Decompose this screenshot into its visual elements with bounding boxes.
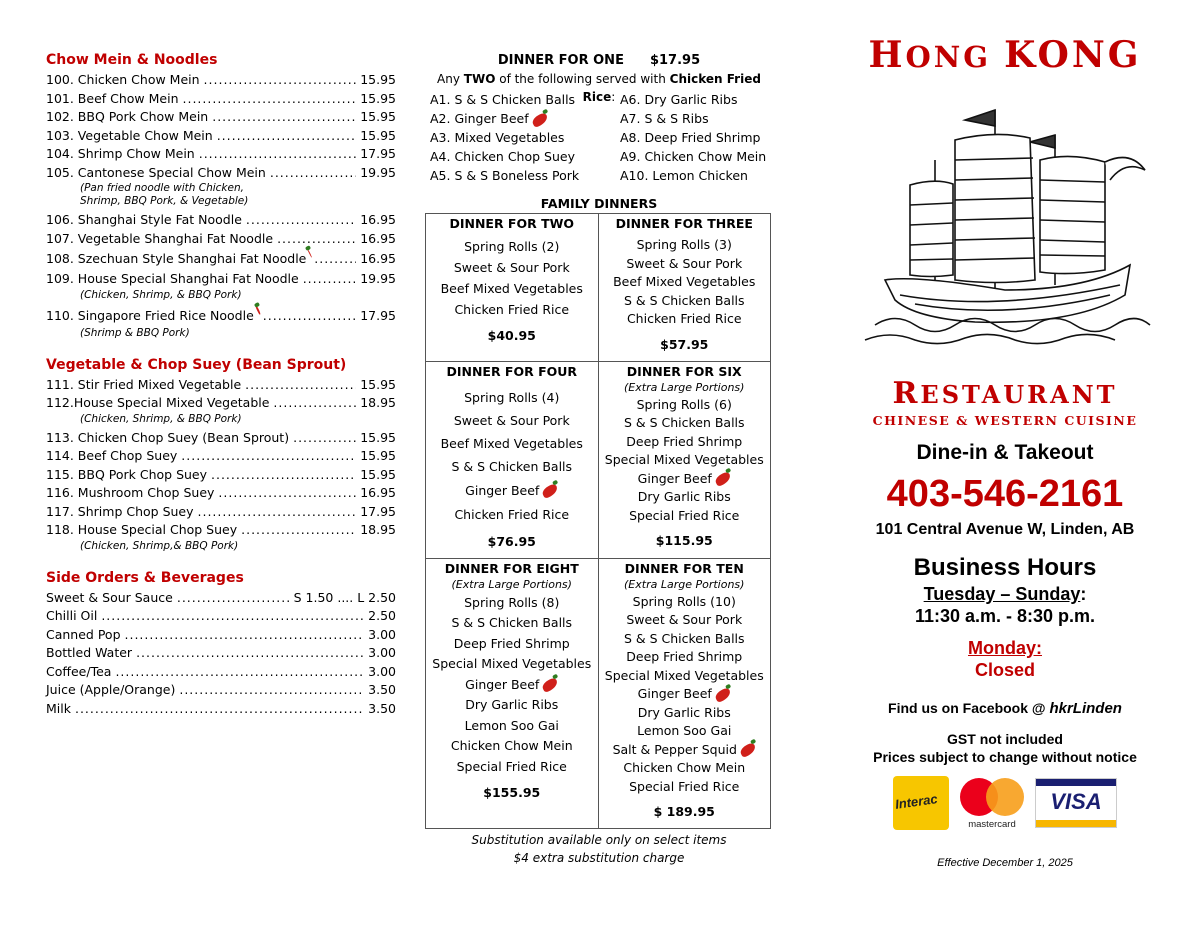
section-title-chow-mein: Chow Mein & Noodles (46, 52, 218, 68)
business-hours-title: Business Hours (913, 554, 1097, 581)
dinner-for-three-cell: DINNER FOR THREE Spring Rolls (3) Sweet & Sour Pork Beef Mixed Vegetables S & S Chicken Balls Chicken Fried Rice $57.95 (598, 214, 771, 362)
menu-item: 109. House Special Shanghai Fat Noodle ..... 19.95 (46, 270, 396, 289)
option-item: A10. Lemon Chicken (620, 168, 748, 183)
chili-pepper-icon (255, 305, 261, 315)
closed-label: Closed (974, 660, 1035, 680)
gst-note: GST not included (947, 731, 1063, 747)
monday-label: Monday: (968, 638, 1042, 658)
menu-item: Juice (Apple/Orange) ..... 3.50 (46, 681, 396, 700)
option-item: A6. Dry Garlic Ribs (620, 92, 738, 107)
facebook-line: Find us on Facebook @ hkrLinden (888, 700, 1122, 717)
menu-item: Bottled Water ..... 3.00 (46, 644, 396, 663)
option-item: A3. Mixed Vegetables (430, 130, 565, 145)
menu-item: 112.House Special Mixed Vegetable ..... 18.95 (46, 394, 396, 413)
substitution-note: Substitution available only on select items $4 extra substitution charge (471, 833, 727, 865)
option-item: A1. S & S Chicken Balls (430, 92, 576, 107)
dinner-for-four-cell: DINNER FOR FOUR Spring Rolls (4) Sweet & Sour Pork Beef Mixed Vegetables S & S Chicken Balls Ginger Beef Chicken Fried Rice $76.95 (426, 361, 599, 558)
left-column (46, 52, 396, 718)
junk-ship-illustration (855, 90, 1155, 350)
price: $57.95 (660, 336, 709, 352)
item-note: (Pan fried noodle with Chicken, Shrimp, BBQ Pork, & Vegetable) (80, 182, 249, 207)
dine-in-takeout: Dine-in & Takeout (916, 441, 1094, 464)
chili-pepper-icon (541, 483, 560, 499)
payment-cards (850, 776, 1160, 830)
option-item: A9. Chicken Chow Mein (620, 149, 767, 164)
menu-item: Sweet & Sour Sauce ..... S 1.50 .... L 2.50 (46, 589, 396, 608)
menu-item: 102. BBQ Pork Chow Mein ..... 15.95 (46, 108, 396, 127)
menu-item: Canned Pop ..... 3.00 (46, 626, 396, 645)
dinner-for-eight-cell: DINNER FOR EIGHT (Extra Large Portions) Spring Rolls (8) S & S Chicken Balls Deep Fried Shrimp Special Mixed Vegetables Ginger Beef Dry Garlic Ribs Lemon Soo Gai Chicken Chow Mein Special Fried Rice $155.95 (426, 558, 599, 829)
effective-date: Effective December 1, 2025 (937, 857, 1073, 869)
chili-pepper-icon (713, 471, 732, 487)
family-dinners-title: FAMILY DINNERS (540, 196, 658, 211)
menu-item: 100. Chicken Chow Mein ..... 15.95 (46, 71, 396, 90)
right-column (850, 30, 1160, 870)
menu-item: 105. Cantonese Special Chow Mein ..... 19.95 (46, 164, 396, 183)
item-note: (Chicken, Shrimp, & BBQ Pork) (80, 412, 242, 425)
menu-item: Chilli Oil ..... 2.50 (46, 607, 396, 626)
menu-item: 117. Shrimp Chop Suey ..... 17.95 (46, 503, 396, 522)
dinner-for-two-cell: DINNER FOR TWO Spring Rolls (2) Sweet & Sour Pork Beef Mixed Vegetables Chicken Fried Rice $40.95 (426, 214, 599, 362)
menu-item: 116. Mushroom Chop Suey ..... 16.95 (46, 484, 396, 503)
price: $76.95 (487, 533, 536, 549)
menu-item: 107. Vegetable Shanghai Fat Noodle ..... 16.95 (46, 230, 396, 249)
mastercard-logo-icon: mastercard (957, 776, 1027, 830)
menu-item: 111. Stir Fried Mixed Vegetable ..... 15.95 (46, 376, 396, 395)
visa-logo-icon: VISA (1035, 778, 1117, 828)
dinner-for-ten-cell: DINNER FOR TEN (Extra Large Portions) Spring Rolls (10) Sweet & Sour Pork S & S Chicken Balls Deep Fried Shrimp Special Mixed Vegetables Ginger Beef Dry Garlic Ribs Lemon Soo Gai Salt & Pepper Squid Chicken Chow Mein Special Fried Rice $ 189.95 (598, 558, 771, 829)
menu-item: Milk ..... 3.50 (46, 700, 396, 719)
option-item: A5. S & S Boneless Pork (430, 168, 580, 183)
restaurant-name: HONG KONG (868, 34, 1142, 76)
option-item: A7. S & S Ribs (620, 111, 709, 126)
option-item: A2. Ginger Beef (430, 109, 620, 128)
item-note: (Chicken, Shrimp,& BBQ Pork) (80, 539, 239, 552)
menu-item: 118. House Special Chop Suey ..... 18.95 (46, 521, 396, 540)
family-dinners-table (425, 213, 771, 829)
dinner-for-one-options (424, 90, 774, 185)
address: 101 Central Avenue W, Linden, AB (875, 521, 1135, 538)
menu-item: 113. Chicken Chop Suey (Bean Sprout) ..... 15.95 (46, 429, 396, 448)
chili-pepper-icon (541, 677, 560, 693)
section-title-vegetable: Vegetable & Chop Suey (Bean Sprout) (46, 356, 347, 373)
middle-column (424, 52, 774, 867)
chili-pepper-icon (307, 248, 312, 257)
price: $40.95 (487, 328, 536, 343)
menu-item: 101. Beef Chow Mein ..... 15.95 (46, 90, 396, 109)
chili-pepper-icon (738, 742, 757, 758)
phone-number: 403-546-2161 (886, 473, 1124, 515)
menu-item: 114. Beef Chop Suey ..... 15.95 (46, 447, 396, 466)
restaurant-word: RESTAURANT (892, 376, 1118, 411)
price: $ 189.95 (653, 804, 715, 819)
dinner-for-one-subtitle: Any TWO of the following served with Chicken Fried Rice: (437, 72, 761, 104)
price: $155.95 (483, 785, 541, 800)
menu-item: Coffee/Tea ..... 3.00 (46, 663, 396, 682)
menu-item: 103. Vegetable Chow Mein ..... 15.95 (46, 127, 396, 146)
menu-item: 115. BBQ Pork Chop Suey ..... 15.95 (46, 466, 396, 485)
chili-pepper-icon (713, 686, 732, 702)
menu-item: 104. Shrimp Chow Mein ..... 17.95 (46, 145, 396, 164)
menu-item: 106. Shanghai Style Fat Noodle ..... 16.95 (46, 211, 396, 230)
option-item: A4. Chicken Chop Suey (430, 149, 575, 164)
interac-logo-icon: Interac (893, 776, 949, 830)
chili-pepper-icon (530, 111, 549, 127)
item-note: (Chicken, Shrimp, & BBQ Pork) (80, 288, 242, 301)
price: $115.95 (655, 533, 713, 548)
cuisine-line: CHINESE & WESTERN CUISINE (872, 413, 1138, 428)
section-title-sides: Side Orders & Beverages (46, 569, 244, 586)
menu-item: 110. Singapore Fried Rice Noodle ..... 17.95 (46, 305, 396, 327)
menu-item: 108. Szechuan Style Shanghai Fat Noodle ..... 16.95 (46, 248, 396, 270)
item-note: (Shrimp & BBQ Pork) (80, 326, 190, 339)
dinner-for-six-cell: DINNER FOR SIX (Extra Large Portions) Spring Rolls (6) S & S Chicken Balls Deep Fried Shrimp Special Mixed Vegetables Ginger Beef Dry Garlic Ribs Special Fried Rice $115.95 (598, 361, 771, 558)
open-days: Tuesday – Sunday: (923, 584, 1087, 604)
dinner-for-one-title: DINNER FOR ONE $17.95 (497, 53, 701, 68)
open-hours: 11:30 a.m. - 8:30 p.m. (914, 606, 1096, 626)
option-item: A8. Deep Fried Shrimp (620, 130, 761, 145)
price-change-note: Prices subject to change without notice (873, 749, 1137, 765)
